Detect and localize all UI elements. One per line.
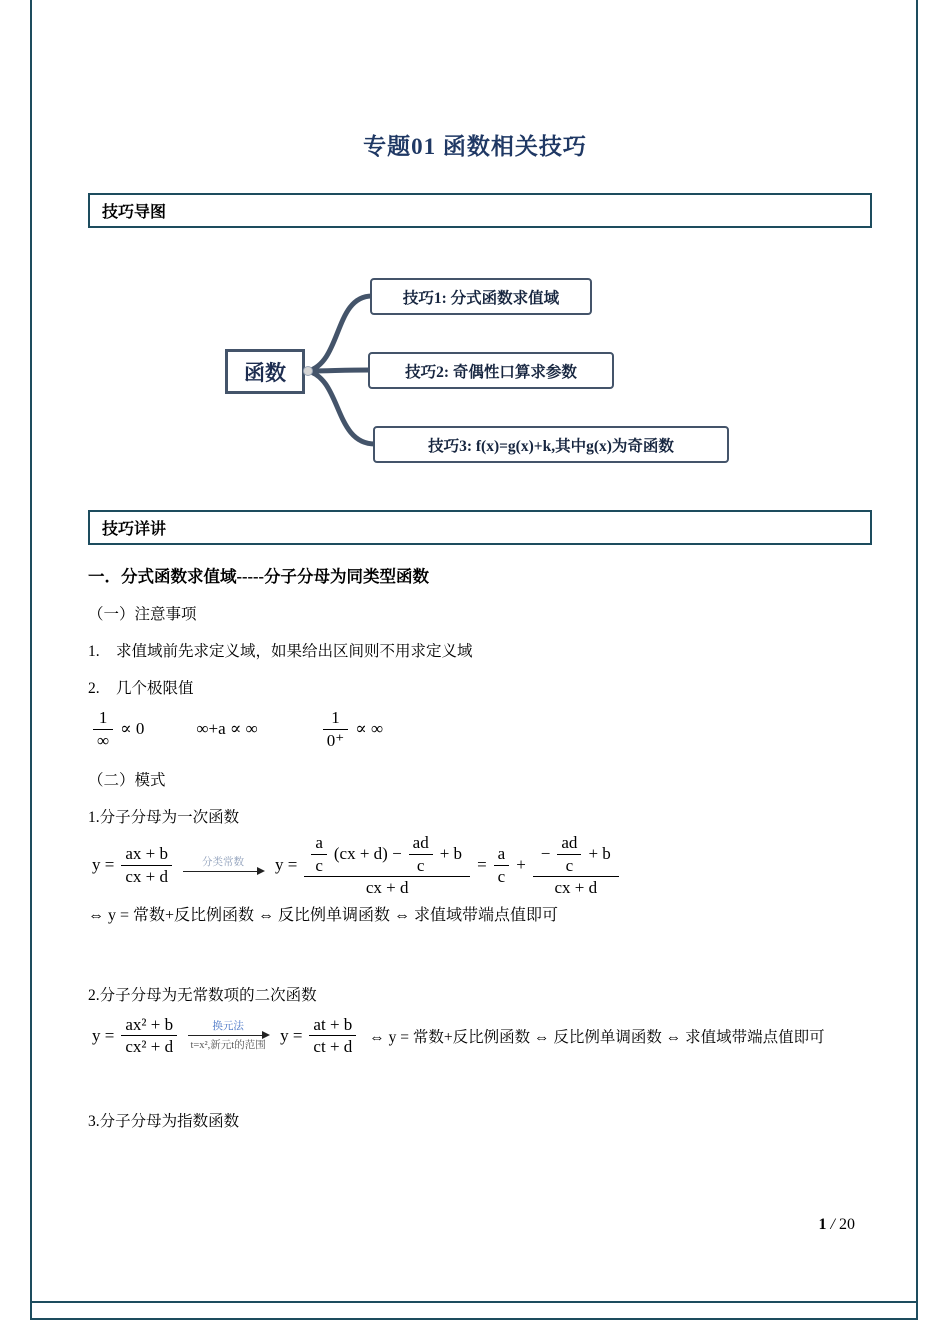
y-equals: y =: [274, 855, 298, 875]
page-title: 专题01 函数相关技巧: [363, 134, 587, 159]
fraction-numerator: ax + b: [121, 844, 172, 866]
connector-curve-bottom: [308, 371, 375, 444]
labeled-arrow: [188, 1020, 268, 1052]
fraction-numerator: a: [311, 833, 327, 855]
mindmap-connector-dot-icon: [303, 366, 313, 376]
mindmap-branch-1-label: 技巧1: 分式函数求值域: [402, 289, 560, 307]
fraction-numerator: ad: [557, 833, 581, 855]
section-header-map: [88, 193, 872, 228]
page-border-left: [30, 0, 32, 1320]
mindmap-branch-1: [370, 278, 592, 315]
mindmap-branch-2: [368, 352, 614, 389]
connector-curve-top: [308, 296, 372, 371]
y-equals: y =: [92, 855, 115, 875]
mindmap-branch-3-label: 技巧3: f(x)=g(x)+k,其中g(x)为奇函数: [428, 437, 674, 455]
note-item-1-number: 1.: [88, 643, 100, 660]
mindmap: [0, 244, 950, 494]
fraction: [309, 1015, 356, 1057]
fraction-denominator: c: [315, 855, 323, 875]
math-token: + b: [588, 844, 611, 864]
fraction-denominator: c: [497, 866, 506, 886]
fraction-denominator: cx + d: [554, 878, 598, 898]
section-header-detail-label: 技巧详讲: [102, 521, 167, 538]
fraction-denominator: ct + d: [313, 1037, 353, 1057]
fraction-numerator: a: [494, 844, 510, 866]
y-equals: y =: [280, 1025, 303, 1045]
fraction: [304, 833, 470, 898]
connector-curve-middle: [308, 370, 370, 371]
page-number-current: 1: [818, 1216, 827, 1233]
fraction: [557, 833, 581, 875]
pattern3-title: 3.分子分母为指数函数: [88, 1112, 240, 1130]
page-border-bottom-inner: [30, 1301, 918, 1303]
arrow-label-bottom: t=x²,新元t的范围: [190, 1039, 266, 1051]
formula-quadratic: [88, 1015, 890, 1057]
page-border-right: [916, 0, 918, 1320]
plus-sign: +: [516, 855, 526, 875]
formula-quadratic-equivalence: ⇔ y = 常数+反比例函数 ⇔ 反比例单调函数 ⇔ 求值域带端点值即可: [369, 1028, 825, 1046]
mindmap-branch-2-label: 技巧2: 奇偶性口算求参数: [405, 363, 577, 381]
fraction-denominator: 0⁺: [326, 730, 345, 750]
mindmap-root-label: 函数: [244, 360, 286, 385]
subheading-notes: （一）注意事项: [88, 606, 197, 623]
fraction: [533, 833, 619, 898]
mindmap-root-node: [225, 349, 305, 394]
page-border-bottom-outer: [30, 1318, 918, 1320]
fraction-denominator: ∞: [97, 730, 110, 750]
math-token: (cx + d) −: [333, 844, 402, 864]
y-equals: y =: [92, 1025, 115, 1045]
note-item-1: [88, 639, 890, 661]
fraction-numerator: ax² + b: [121, 1015, 177, 1037]
section-header-map-label: 技巧导图: [102, 204, 167, 221]
arrow-label-top: 分类常数: [201, 856, 244, 868]
limit-values-row: [88, 708, 890, 750]
formula-linear-equivalence: ⇔ y = 常数+反比例函数 ⇔ 反比例单调函数 ⇔ 求值域带端点值即可: [88, 906, 559, 924]
page-number: [819, 1216, 855, 1234]
limit-1-result: ∝ 0: [120, 719, 145, 739]
limit-expression-3: [320, 708, 387, 750]
fraction-numerator: at + b: [309, 1015, 356, 1037]
fraction: [311, 833, 327, 875]
document-body: [88, 563, 890, 1131]
fraction-denominator: c: [416, 855, 425, 875]
fraction-denominator: cx + d: [125, 866, 168, 886]
note-item-1-text: 求值域前先求定义域，如果给出区间则不用求定义域: [116, 643, 473, 660]
fraction: [121, 844, 172, 886]
fraction: [121, 1015, 177, 1057]
note-item-2: [88, 676, 890, 698]
fraction-numerator: 1: [93, 708, 113, 730]
arrow-icon: [183, 869, 263, 875]
pattern1-title: 1.分子分母为一次函数: [88, 809, 240, 827]
labeled-arrow: [183, 856, 263, 875]
page-number-separator: /: [830, 1216, 835, 1233]
fraction-numerator: 1: [323, 708, 348, 730]
subheading-mode: （二）模式: [88, 772, 166, 790]
fraction: [494, 844, 510, 886]
note-item-2-number: 2.: [88, 680, 100, 697]
mindmap-branch-3: [373, 426, 729, 463]
section-header-detail: [88, 510, 872, 545]
heading-fraction-range: 一．分式函数求值域-----分子分母为同类型函数: [88, 567, 429, 586]
arrow-label-top: 换元法: [212, 1020, 244, 1032]
fraction-numerator: ad: [409, 833, 433, 855]
page-number-total: 20: [839, 1216, 855, 1233]
fraction: [409, 833, 433, 875]
math-token: + b: [439, 844, 463, 864]
limit-3-result: ∝ ∞: [355, 719, 384, 739]
fraction-denominator: c: [565, 855, 574, 875]
limit-expression-1: [90, 708, 148, 750]
pattern2-title: 2.分子分母为无常数项的二次函数: [88, 986, 317, 1004]
formula-linear: [88, 833, 890, 898]
fraction-numerator: [533, 833, 619, 877]
fraction-denominator: cx + d: [365, 878, 409, 898]
arrow-icon: [188, 1033, 268, 1039]
fraction-denominator: cx² + d: [125, 1037, 174, 1057]
limit-expression-2: ∞+a ∝ ∞: [196, 719, 258, 739]
minus-sign: −: [540, 844, 551, 864]
fraction: [323, 708, 348, 750]
equals-sign: =: [477, 855, 487, 875]
note-item-2-text: 几个极限值: [116, 680, 194, 697]
fraction: [93, 708, 113, 750]
fraction-numerator: [304, 833, 470, 877]
